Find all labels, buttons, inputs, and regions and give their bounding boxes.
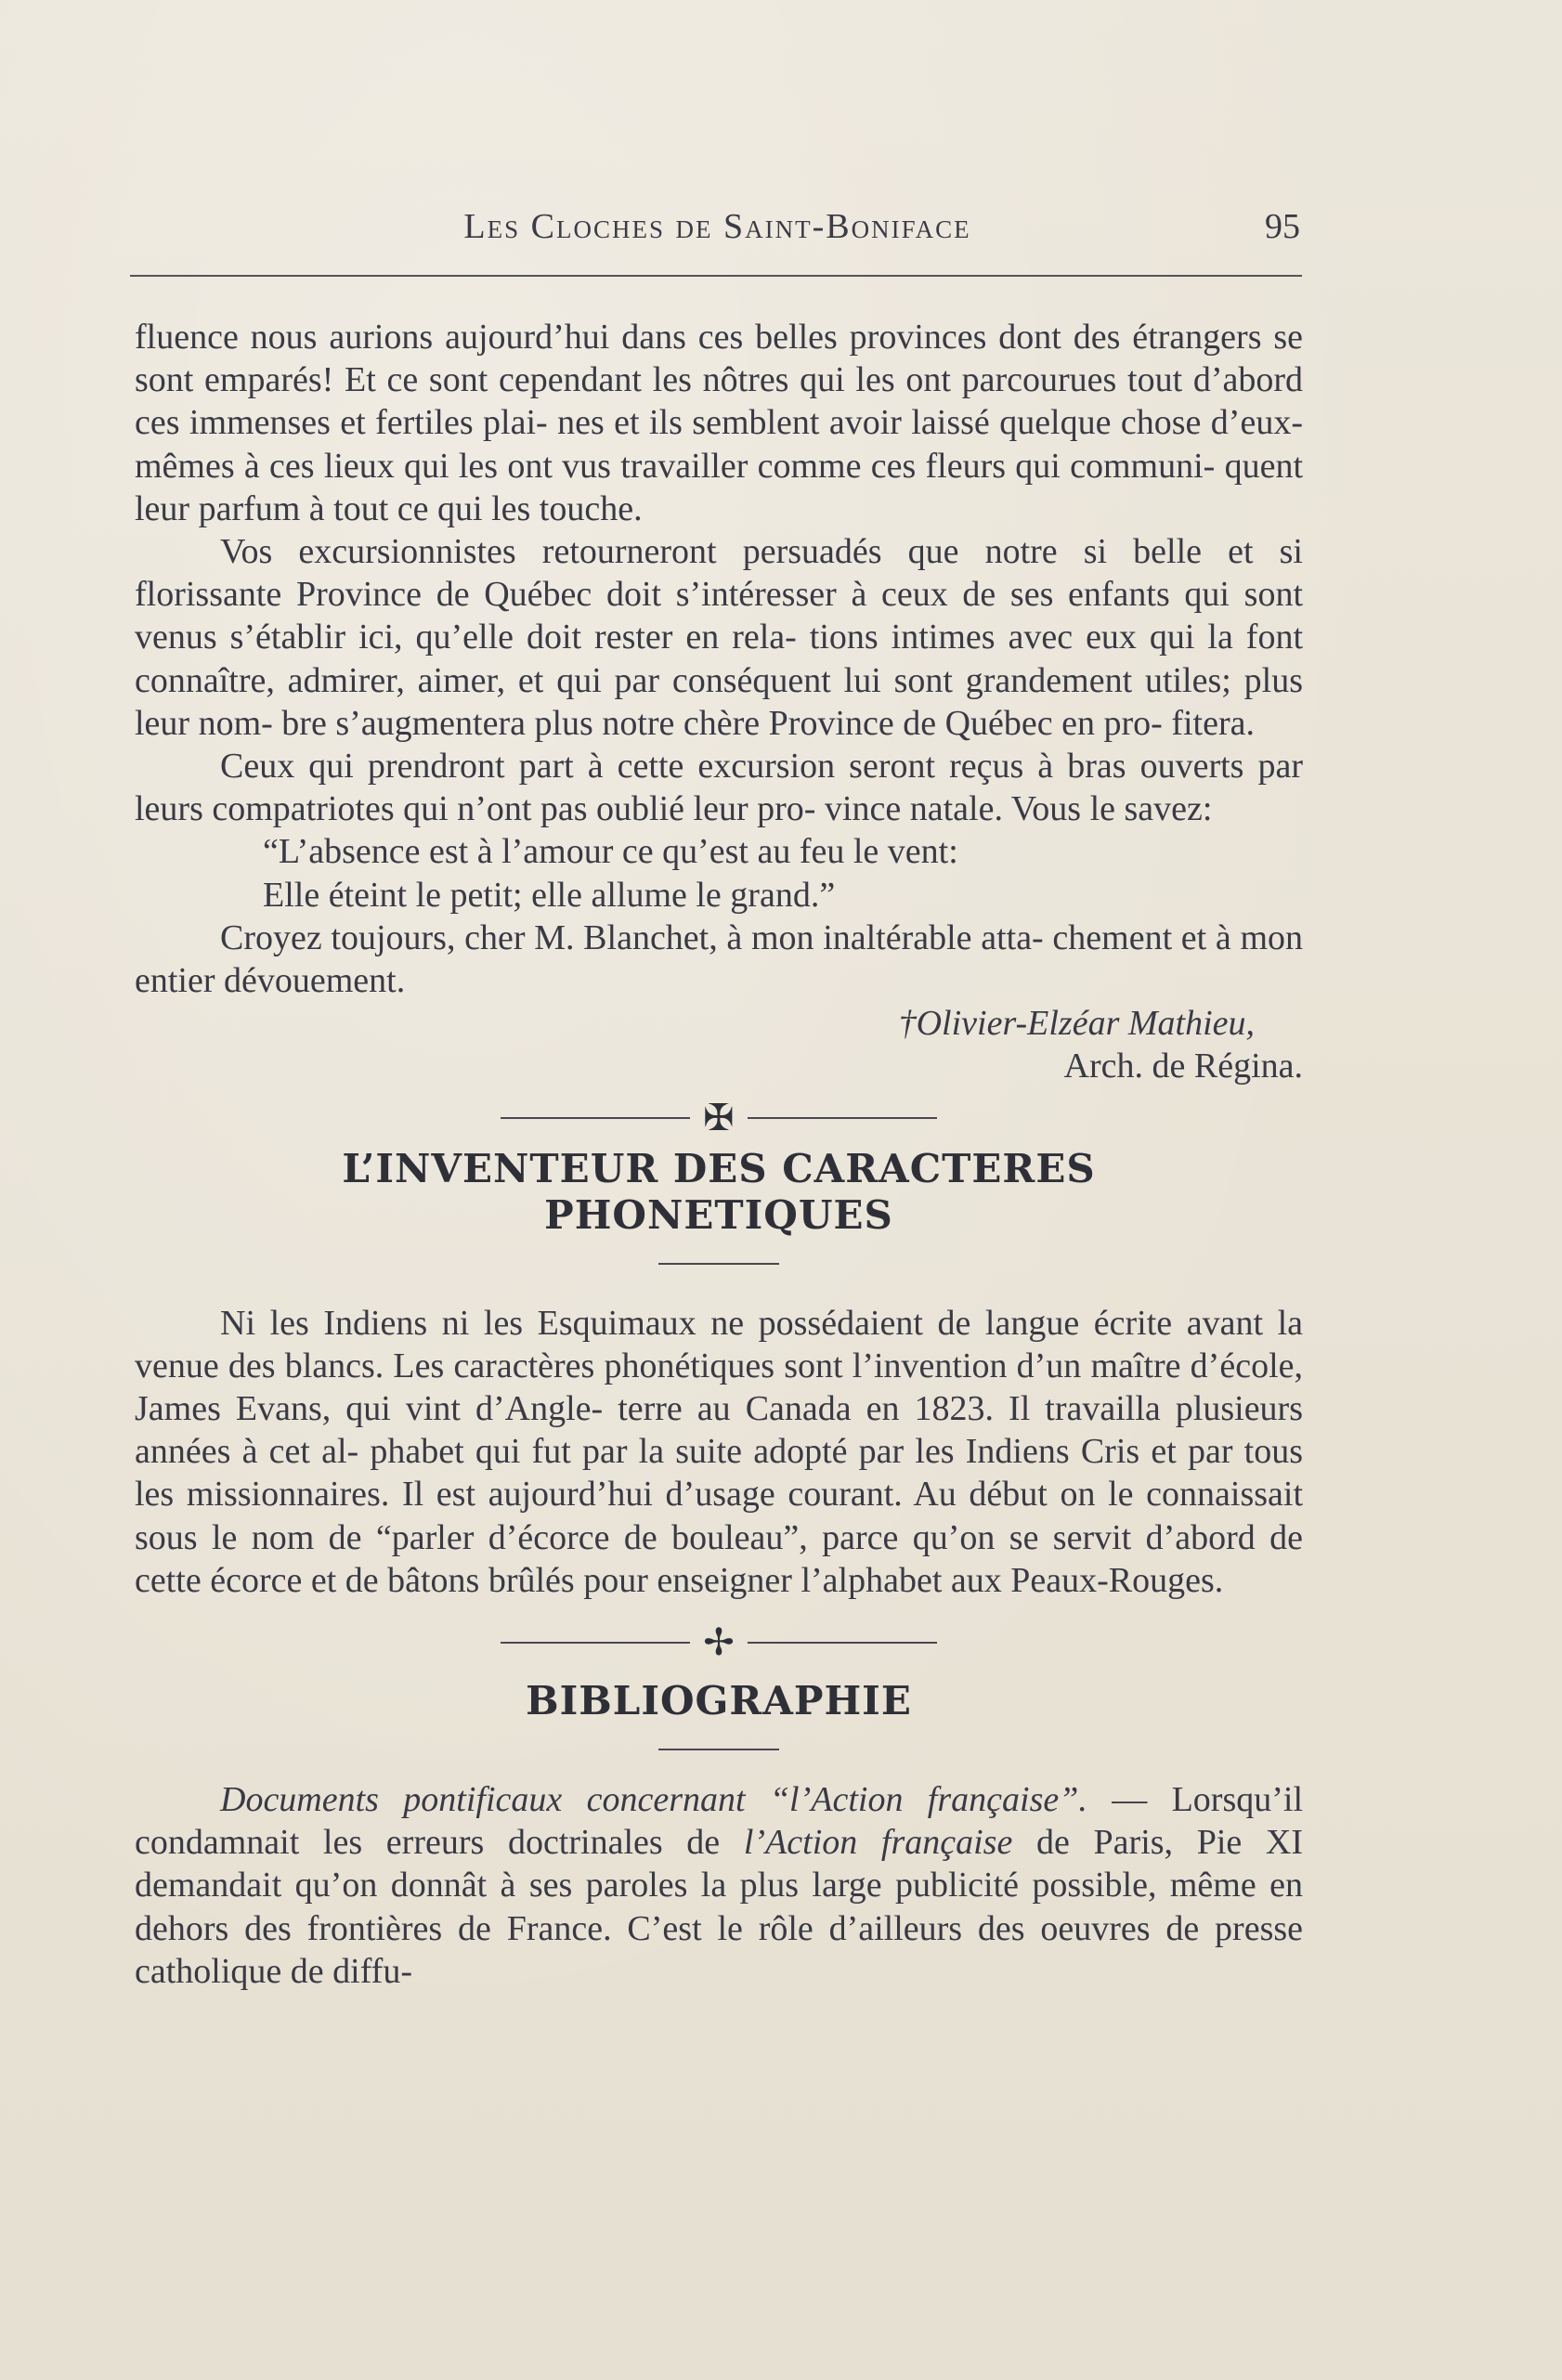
text-line: C’est le rôle d’ailleurs des oeuvres de presse catholique de diffu- <box>135 1908 1304 1991</box>
verse-quote <box>135 830 1303 916</box>
bibliographie-paragraph <box>135 1778 1303 1993</box>
page-number: 95 <box>1265 207 1300 246</box>
text-line: et si florissante Province de Québec doit s’intéresser à ceux de ses <box>135 532 1303 615</box>
text-line: enfants qui sont venus s’établir ici, qu’elle doit rester en rela- <box>135 575 1304 657</box>
section-divider-2 <box>135 1622 1303 1663</box>
text-line: nes et ils semblent avoir laissé quelque chose d’eux-mêmes à ces <box>135 403 1303 486</box>
text-line: Croyez toujours, cher M. Blanchet, à mon inaltérable atta- <box>220 917 1044 957</box>
header-rule <box>130 275 1302 277</box>
heading-line: PHONETIQUES <box>544 1191 893 1238</box>
heading-underline <box>658 1749 779 1750</box>
heading-underline <box>658 1263 779 1265</box>
text-line: fluence nous aurions aujourd’hui dans ces belles provinces dont <box>135 318 1061 357</box>
maltese-cross-icon: ✠ <box>703 1096 735 1139</box>
divider-line <box>501 1642 690 1644</box>
text-line: quent leur parfum à tout ce qui les touche. <box>135 446 1304 528</box>
cross-ornament-icon: ✢ <box>703 1621 735 1665</box>
text-line: bre s’augmentera plus notre chère Province de Québec en pro- <box>281 703 1163 743</box>
text-line: parce qu’on se servit d’abord de cette écorce et de bâtons brûlés <box>135 1517 1304 1600</box>
text-line: chement et à mon entier dévouement. <box>135 917 1303 1001</box>
signature-title: Arch. de Régina. <box>1063 1047 1303 1086</box>
text-line: Ni les Indiens ni les Esquimaux ne possédaient de langue <box>220 1303 1080 1343</box>
text-line: de Paris, Pie XI demandait qu’on donnât à ses paroles la plus <box>135 1823 1304 1905</box>
running-title: Les Cloches de Saint-Boniface <box>463 207 971 246</box>
text-line: Vos excursionnistes retourneront persuadés que notre si belle <box>220 532 1203 572</box>
title-dash: — <box>1087 1780 1148 1820</box>
divider-line <box>748 1117 937 1119</box>
running-head <box>135 206 1300 253</box>
section-heading-inventeur <box>135 1146 1303 1239</box>
text-line: les missionnaires. Il est aujourd’hui d’usage courant. Au début <box>135 1475 1048 1515</box>
divider-line <box>501 1117 690 1119</box>
text-line: des étrangers se sont emparés! Et ce sont cependant les nôtres <box>135 318 1304 400</box>
text-line: écrite avant la venue des blancs. Les caractères phonétiques sont <box>135 1303 1303 1385</box>
letter-paragraph-4 <box>135 917 1303 1002</box>
text-line: terre au Canada en 1823. Il travailla plusieurs années à cet al- <box>135 1389 1303 1472</box>
text-line: vince natale. Vous le savez: <box>824 789 1213 829</box>
text-line: fitera. <box>1171 703 1255 743</box>
letter-paragraph-1 <box>135 316 1303 530</box>
text-line: qui les ont parcourues tout d’abord ces immenses et fertiles plai- <box>135 360 1303 443</box>
verse-line: “L’absence est à l’amour ce qu’est au feu le vent: <box>263 832 958 872</box>
text-line: l’invention d’un maître d’école, James Evans, qui vint d’Angle- <box>135 1346 1303 1429</box>
section-heading-bibliographie: BIBLIOGRAPHIE <box>526 1678 912 1724</box>
document-title: Documents pontificaux concernant “l’Action française”. <box>220 1780 1087 1820</box>
letter-paragraph-3 <box>135 745 1303 830</box>
letter-paragraph-2 <box>135 530 1303 745</box>
text-line: lieux qui les ont vus travailler comme ces fleurs qui communi- <box>323 446 1216 486</box>
text-line: phabet qui fut par la suite adopté par les Indiens Cris et par tous <box>370 1432 1303 1472</box>
publication-name: l’Action française <box>743 1823 1013 1863</box>
divider-line <box>748 1642 937 1644</box>
text-line: qui par conséquent lui sont grandement utiles; plus leur nom- <box>135 660 1303 743</box>
section-divider-1 <box>135 1098 1303 1138</box>
text-line: pour enseigner l’alphabet aux Peaux-Rouges. <box>583 1560 1224 1600</box>
text-line: tions intimes avec eux qui la font connaître, admirer, aimer, et <box>135 618 1304 700</box>
text-line: large publicité possible, même en dehors des frontières de France. <box>135 1866 1303 1948</box>
verse-line: Elle éteint le petit; elle allume le grand.” <box>263 875 836 915</box>
text-line: ouverts par leurs compatriotes qui n’ont pas oublié leur pro- <box>135 747 1304 829</box>
heading-line: L’INVENTEUR DES CARACTERES <box>342 1145 1096 1191</box>
body-text <box>135 316 1303 1993</box>
signature-name: †Olivier-Elzéar Mathieu, <box>898 1004 1255 1044</box>
text-line: on le connaissait sous le nom de “parler d’écorce de bouleau”, <box>135 1475 1304 1557</box>
signature-block <box>135 1002 1303 1087</box>
inventeur-paragraph <box>135 1302 1303 1602</box>
text-line: Lorsqu’il condamnait les erreurs doctrinales de <box>135 1780 1304 1863</box>
text-line: Ceux qui prendront part à cette excursion seront reçus à bras <box>220 747 1126 787</box>
